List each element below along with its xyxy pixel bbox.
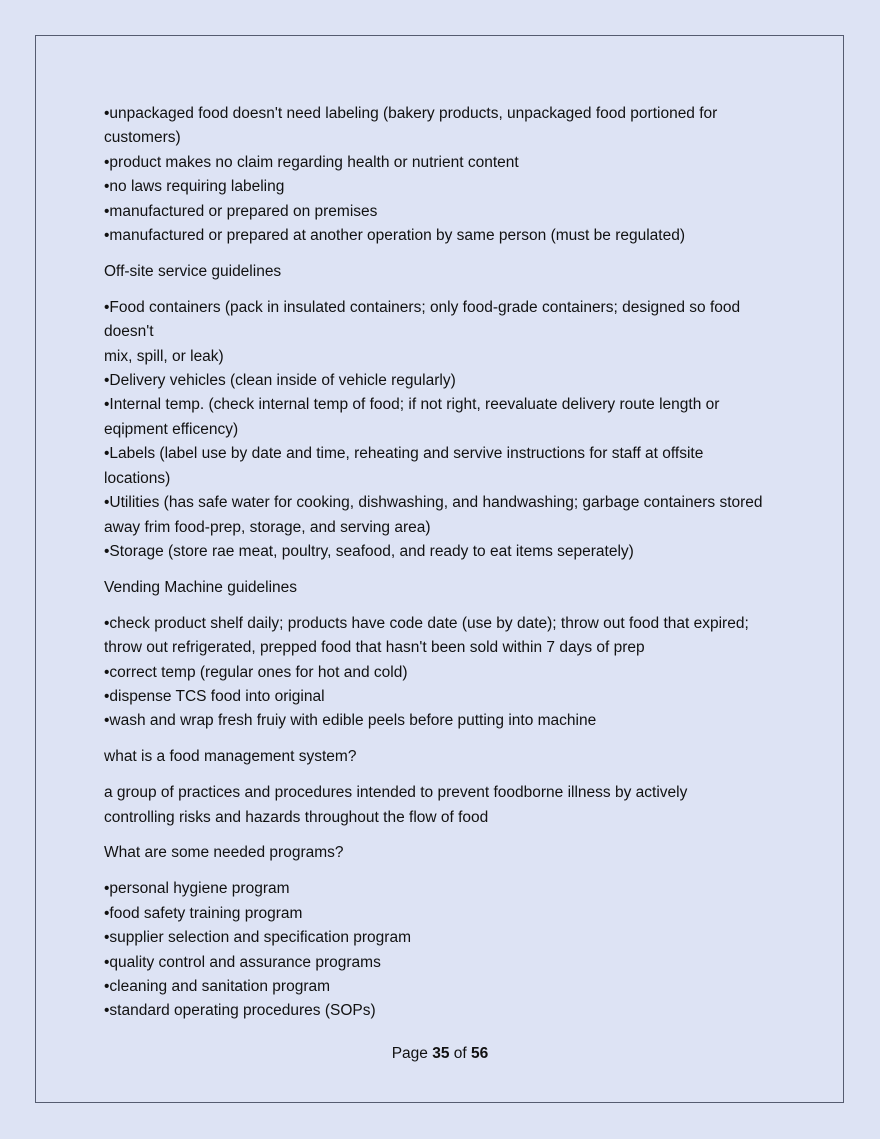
of-word: of xyxy=(453,1045,467,1062)
list-item: •cleaning and sanitation program xyxy=(104,978,331,995)
fms-question xyxy=(104,745,784,769)
answer-text: a group of practices and procedures intended to prevent foodborne illness by actively xyxy=(104,784,688,802)
fms-answer xyxy=(104,781,784,830)
list-item: eqipment efficency) xyxy=(104,420,239,438)
page-word: Page xyxy=(391,1045,428,1062)
list-item: •standard operating procedures (SOPs) xyxy=(104,1002,376,1020)
list-item: throw out refrigerated, prepped food that hasn't been sold within 7 days of prep xyxy=(104,639,645,657)
section-heading: Vending Machine guidelines xyxy=(104,578,298,596)
list-item: •product makes no claim regarding health or nutrient content xyxy=(104,153,519,171)
list-item: •manufactured or prepared on premises xyxy=(104,202,378,220)
list-item: •Food containers (pack in insulated containers; only food-grade containers; designed so food xyxy=(104,298,741,316)
list-item: •Delivery vehicles (clean inside of vehicle regularly) xyxy=(104,372,456,390)
list-item: •food safety training program xyxy=(104,904,303,922)
question-text: What are some needed programs? xyxy=(104,844,344,862)
list-item: •no laws requiring labeling xyxy=(104,178,285,196)
list-item: mix, spill, or leak) xyxy=(104,347,224,365)
list-item: •Labels (label use by date and time, reheating and servive instructions for staff at offsite xyxy=(104,445,704,463)
vending-heading xyxy=(104,576,784,600)
list-item: •wash and wrap fresh fruiy with edible peels before putting into machine xyxy=(104,712,597,730)
programs-question xyxy=(104,841,784,865)
total-pages-number: 56 xyxy=(471,1045,489,1062)
list-item: •correct temp (regular ones for hot and cold) xyxy=(104,663,408,681)
question-text: what is a food management system? xyxy=(104,748,357,766)
labeling-exemptions-list xyxy=(104,102,784,248)
document-body xyxy=(104,102,784,1035)
list-item: locations) xyxy=(104,469,171,487)
list-item: customers) xyxy=(104,129,181,147)
current-page-number: 35 xyxy=(432,1045,450,1062)
list-item: •quality control and assurance programs xyxy=(104,953,381,971)
list-item: •check product shelf daily; products have code date (use by date); throw out food that expired; xyxy=(104,614,749,632)
list-item: •unpackaged food doesn't need labeling (bakery products, unpackaged food portioned for xyxy=(104,105,718,122)
answer-text: controlling risks and hazards throughout the flow of food xyxy=(104,808,489,826)
list-item: •Utilities (has safe water for cooking, dishwashing, and handwashing; garbage containers stored xyxy=(104,494,763,512)
list-item: •Storage (store rae meat, poultry, seafood, and ready to eat items seperately) xyxy=(104,542,634,560)
programs-list xyxy=(104,877,784,1023)
list-item: •dispense TCS food into original xyxy=(104,687,325,705)
offsite-heading xyxy=(104,260,784,284)
list-item: •personal hygiene program xyxy=(104,880,290,898)
page-number-footer xyxy=(0,1045,880,1063)
list-item: away frim food-prep, storage, and serving area) xyxy=(104,518,431,536)
list-item: •supplier selection and specification program xyxy=(104,929,411,947)
offsite-items-list xyxy=(104,296,784,564)
list-item: doesn't xyxy=(104,323,154,341)
vending-items-list xyxy=(104,612,784,734)
section-heading: Off-site service guidelines xyxy=(104,262,282,280)
list-item: •manufactured or prepared at another operation by same person (must be regulated) xyxy=(104,227,685,245)
list-item: •Internal temp. (check internal temp of food; if not right, reevaluate delivery route length or xyxy=(104,396,720,414)
